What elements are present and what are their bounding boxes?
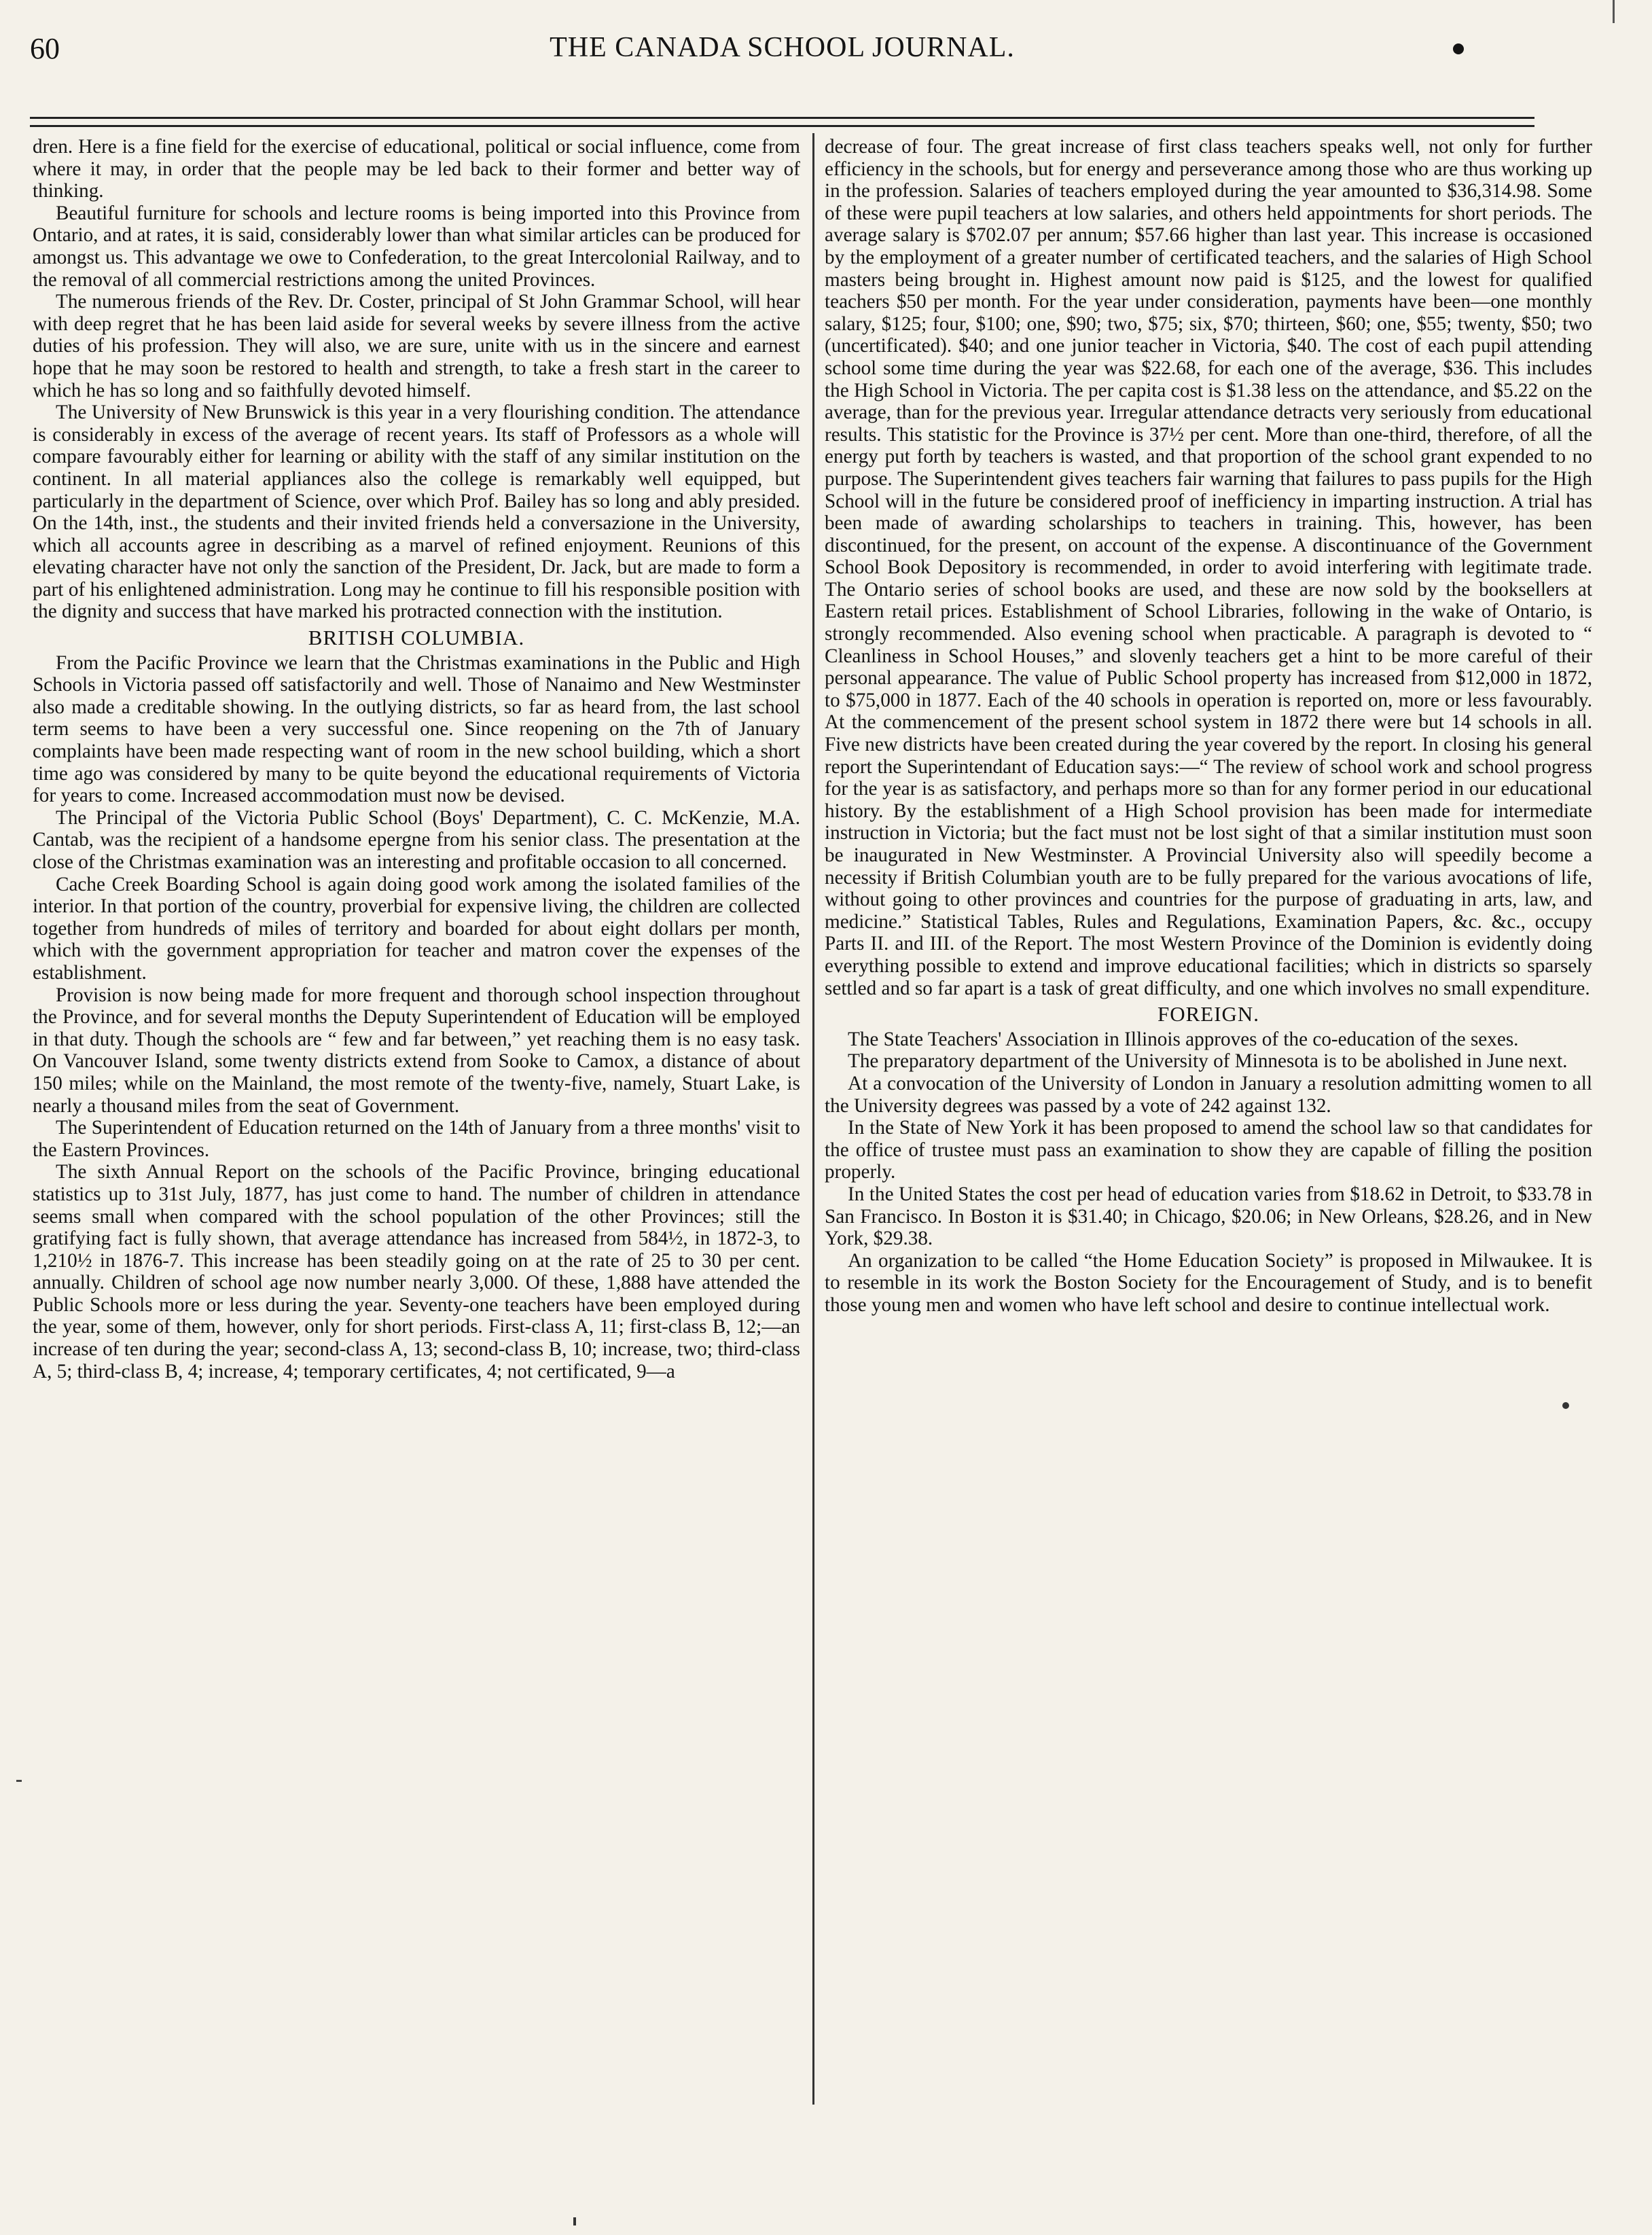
paragraph: The Superintendent of Education returned on the 14th of January from a three months' visit to the Eastern Provinces. (33, 1117, 800, 1161)
section-heading-foreign: FOREIGN. (1157, 1002, 1260, 1026)
section-heading-british-columbia: BRITISH COLUMBIA. (308, 626, 525, 650)
right-column (825, 136, 1592, 1316)
margin-line (1613, 0, 1615, 23)
paragraph: Beautiful furniture for schools and lecture rooms is being imported into this Province from Ontario, and at rates, it is said, considerably lower than what similar articles can be produced for amongst us. This advantage we owe to Confederation, to the great Intercolonial Railway, and to the removal of all commercial restrictions among the united Provinces. (33, 202, 800, 291)
paragraph: The numerous friends of the Rev. Dr. Coster, principal of St John Grammar School, will hear with deep regret that he has been laid aside for several weeks by severe illness from the active duties of his profession. They will also, we are sure, unite with us in the sincere and earnest hope that he may soon be restored to health and strength, to take a fresh start in the career to which he has so long and so faithfully devoted himself. (33, 291, 800, 401)
page-header (30, 26, 1534, 67)
column-divider (812, 133, 814, 2105)
margin-dash (16, 1780, 22, 1782)
paragraph: At a convocation of the University of London in January a resolution admitting women to all the University degrees was passed by a vote of 242 against 132. (825, 1072, 1592, 1117)
paragraph: The State Teachers' Association in Illinois approves of the co-education of the sexes. (848, 1028, 1519, 1050)
paragraph: From the Pacific Province we learn that the Christmas examinations in the Public and High Schools in Victoria passed off satisfactorily and well. Those of Nanaimo and New Westminster also made a creditable showing. In the outlying districts, so far as heard from, the last school term seems to have been a very successful one. Since reopening on the 7th of January complaints have been made respecting want of room in the new school building, which a short time ago was considered by many to be quite beyond the educational requirements of Victoria for years to come. Increased accommodation must now be devised. (33, 651, 800, 807)
paragraph: dren. Here is a fine field for the exercise of educational, political or social influence, come from where it may, in order that the people may be led back to their former and better way of thinking. (33, 136, 800, 202)
footer-mark (573, 2217, 576, 2225)
margin-speck (1562, 1402, 1569, 1409)
left-column (33, 136, 800, 1382)
journal-title: THE CANADA SCHOOL JOURNAL. (550, 32, 1015, 63)
paragraph: The sixth Annual Report on the schools of the Pacific Province, bringing educational statistics up to 31st July, 1877, has just come to hand. The number of children in attendance seems small when compared with the school population of the other Provinces; still the gratifying fact is fully shown, that average attendance has increased from 584½, in 1872-3, to 1,210½ in 1876-7. This increase has been steadily going on at the rate of 25 to 30 per cent. annually. Children of school age now number nearly 3,000. Of these, 1,888 have attended the Public Schools more or less during the year. Seventy-one teachers have been employed during the year, some of them, however, only for short periods. First-class A, 11; first-class B, 12;—an increase of ten during the year; second-class A, 13; second-class B, 10; increase, two; third-class A, 5; third-class B, 4; increase, 4; temporary certificates, 4; not certificated, 9—a (33, 1161, 800, 1382)
paragraph: decrease of four. The great increase of first class teachers speaks well, not only for further efficiency in the schools, but for energy and perseverance among those who are thus working up in the profession. Salaries of teachers employed during the year amounted to $36,314.98. Some of these were pupil teachers at low salaries, and others held appointments for short periods. The average salary is $702.07 per annum; $57.66 higher than last year. This increase is occasioned by the employment of a greater number of certificated teachers, and the salaries of High School masters being brought in. Highest amount now paid is $125, and the lowest for qualified teachers $50 per month. For the year under consideration, payments have been—one monthly salary, $125; four, $100; one, $90; two, $75; six, $70; thirteen, $60; one, $55; twenty, $50; two (uncertificated). $40; and one junior teacher in Victoria, $40. The cost of each pupil attending school some time during the year was $22.68, for each one of the average, $36. This includes the High School in Victoria. The per capita cost is $1.38 less on the attendance, and $5.22 on the average, than for the previous year. Irregular attendance detracts very seriously from educational results. This statistic for the Province is 37½ per cent. More than one-third, therefore, of all the energy put forth by teachers is wasted, and that proportion of the school grant expended to no purpose. The Superintendent gives teachers fair warning that failures to pass pupils for the High School will in the future be considered proof of inefficiency in imparting instruction. A trial has been made of awarding scholarships to teachers in training. This, however, has been discontinued, for the present, on account of the expense. A discontinuance of the Government School Book Depository is recommended, in order to avoid interfering with legitimate trade. The Ontario series of school books are used, and these are now sold by the booksellers at Eastern retail prices. Establishment of School Libraries, following in the wake of Ontario, is strongly recommended. Also evening school when practicable. A paragraph is devoted to “ Cleanliness in School Houses,” and slovenly teachers get a hint to be more careful of their personal appearance. The value of Public School property has increased from $12,000 in 1872, to $75,000 in 1877. Each of the 40 schools in operation is reported on, more or less favourably. At the commencement of the present school system in 1872 there were but 14 schools in all. Five new districts have been created during the year covered by the report. In closing his general report the Superintendant of Education says:—“ The review of school work and school progress for the year is as satisfactory, and perhaps more so than for any former period in our educational history. By the establishment of a High School provision has been made for intermediate instruction in Victoria; but the fact must not be lost sight of that a similar institution must soon be inaugurated in New Westminster. A Provincial University also will speedily become a necessity if British Columbian youth are to be fully prepared for the various avocations of life, without going to other provinces and countries for the purpose of graduating in arts, law, and medicine.” Statistical Tables, Rules and Regulations, Examination Papers, &c. &c., occupy Parts II. and III. of the Report. The most Western Province of the Dominion is evidently doing everything possible to extend and improve educational facilities; which in districts so sparsely settled and so far apart is a task of great difficulty, and one which involves no small expenditure. (825, 136, 1592, 999)
header-rule-top (30, 117, 1534, 119)
page-number: 60 (30, 32, 60, 65)
paragraph: Cache Creek Boarding School is again doing good work among the isolated families of the interior. In that portion of the country, proverbial for expensive living, the children are collected together from hundreds of miles of territory and boarded for about eight dollars per month, which with the government appropriation for teacher and matron cover the expenses of the establishment. (33, 873, 800, 984)
header-rule-bottom (30, 125, 1534, 127)
paragraph: In the State of New York it has been proposed to amend the school law so that candidates for the office of trustee must pass an examination to show they are capable of filling the position properly. (825, 1117, 1592, 1183)
header-dot-mark (1453, 43, 1464, 54)
paragraph: In the United States the cost per head of education varies from $18.62 in Detroit, to $33.78 in San Francisco. In Boston it is $31.40; in Chicago, $20.06; in New Orleans, $28.26, and in New York, $29.38. (825, 1183, 1592, 1250)
paragraph: An organization to be called “the Home Education Society” is proposed in Milwaukee. It is to resemble in its work the Boston Society for the Encouragement of Study, and is to benefit those young men and women who have left school and desire to continue intellectual work. (825, 1249, 1592, 1316)
paragraph: The Principal of the Victoria Public School (Boys' Department), C. C. McKenzie, M.A. Cantab, was the recipient of a handsome epergne from his senior class. The presentation at the close of the Christmas examination was an interesting and profitable occasion to all concerned. (33, 806, 800, 873)
paragraph: Provision is now being made for more frequent and thorough school inspection throughout the Province, and for several months the Deputy Superintendent of Education will be employed in that duty. Though the schools are “ few and far between,” yet reaching them is no easy task. On Vancouver Island, some twenty districts extend from Sooke to Camox, a distance of about 150 miles; while on the Mainland, the most remote of the twenty-five, namely, Stuart Lake, is nearly a thousand miles from the seat of Government. (33, 984, 800, 1117)
paragraph: The preparatory department of the University of Minnesota is to be abolished in June next. (848, 1050, 1568, 1073)
paragraph: The University of New Brunswick is this year in a very flourishing condition. The attendance is considerably in excess of the average of recent years. Its staff of Professors as a whole will compare favourably either for learning or ability with the staff of any similar institution on the continent. In all material appliances also the college is remarkably well equipped, but particularly in the department of Science, over which Prof. Bailey has so long and ably presided. On the 14th, inst., the students and their invited friends held a conversazione in the University, which all accounts agree in describing as a marvel of refined enjoyment. Reunions of this elevating character have not only the sanction of the President, Dr. Jack, but are made to form a part of his enlightened administration. Long may he continue to fill his responsible position with the dignity and success that have marked his protracted connection with the institution. (33, 401, 800, 623)
